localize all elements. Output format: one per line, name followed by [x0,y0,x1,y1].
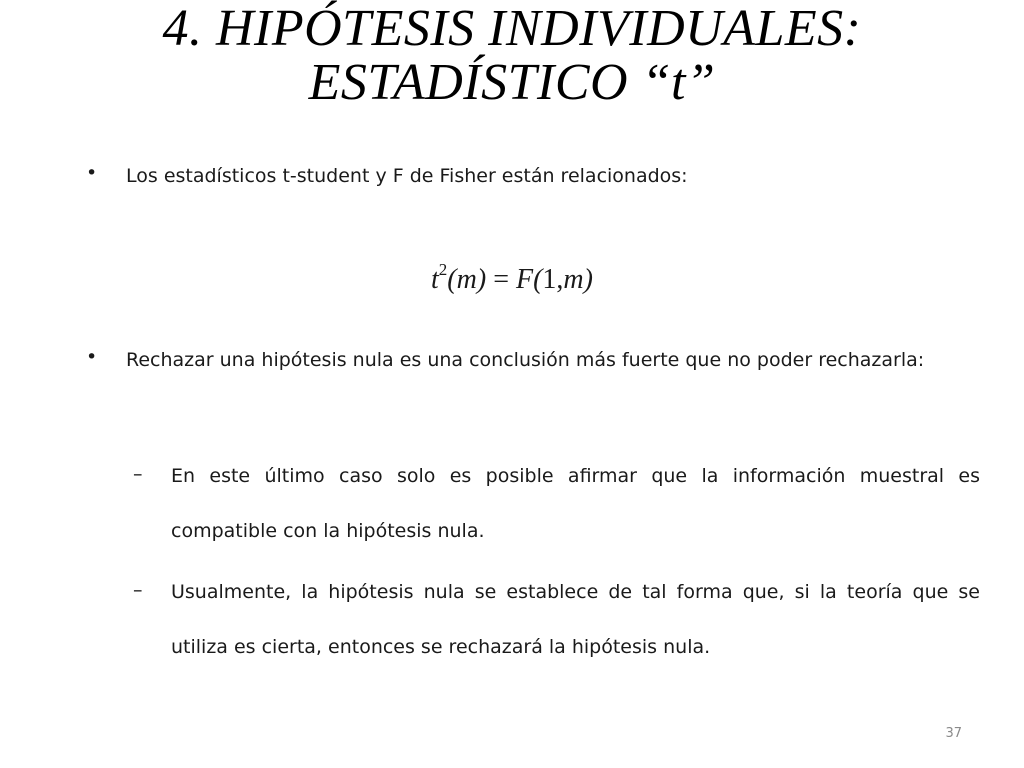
formula-m-2: m [563,264,584,295]
bullet-text: Los estadísticos t-student y F de Fisher están relacionados: [126,165,688,187]
bullet-marker: • [86,162,98,184]
bullet-text: Rechazar una hipótesis nula es una conclusión más fuerte que no poder rechazarla: [126,349,925,371]
formula-lparen-2: ( [533,264,543,295]
formula-m: m [456,264,477,295]
formula-one: 1 [542,264,557,295]
sub-bullet-marker: – [133,579,143,601]
page-number: 37 [945,726,962,741]
formula-t: t [431,264,439,295]
bullet-marker: • [86,346,98,368]
formula-equals: = [486,264,516,295]
slide-title-line-2: ESTADÍSTICO “t” [308,54,716,111]
formula-lparen: ( [447,264,457,295]
formula-F: F [515,264,534,295]
formula-exponent: 2 [438,260,448,279]
sub-bullet-text: Usualmente, la hipótesis nula se establece de tal forma que, si la teoría que se utiliza es cierta, entonces se rechazará la hipótesis nula. [171,581,980,658]
formula-comma: , [556,264,564,295]
sub-bullet-marker: – [133,463,143,485]
slide-title-line-1: 4. HIPÓTESIS INDIVIDUALES: [162,0,862,57]
sub-bullet-text: En este último caso solo es posible afirmar que la información muestral es compatible con la hipótesis nula. [171,465,980,542]
formula-rparen-2: ) [583,264,593,295]
formula-rparen: ) [476,264,487,295]
formula [0,260,1024,300]
